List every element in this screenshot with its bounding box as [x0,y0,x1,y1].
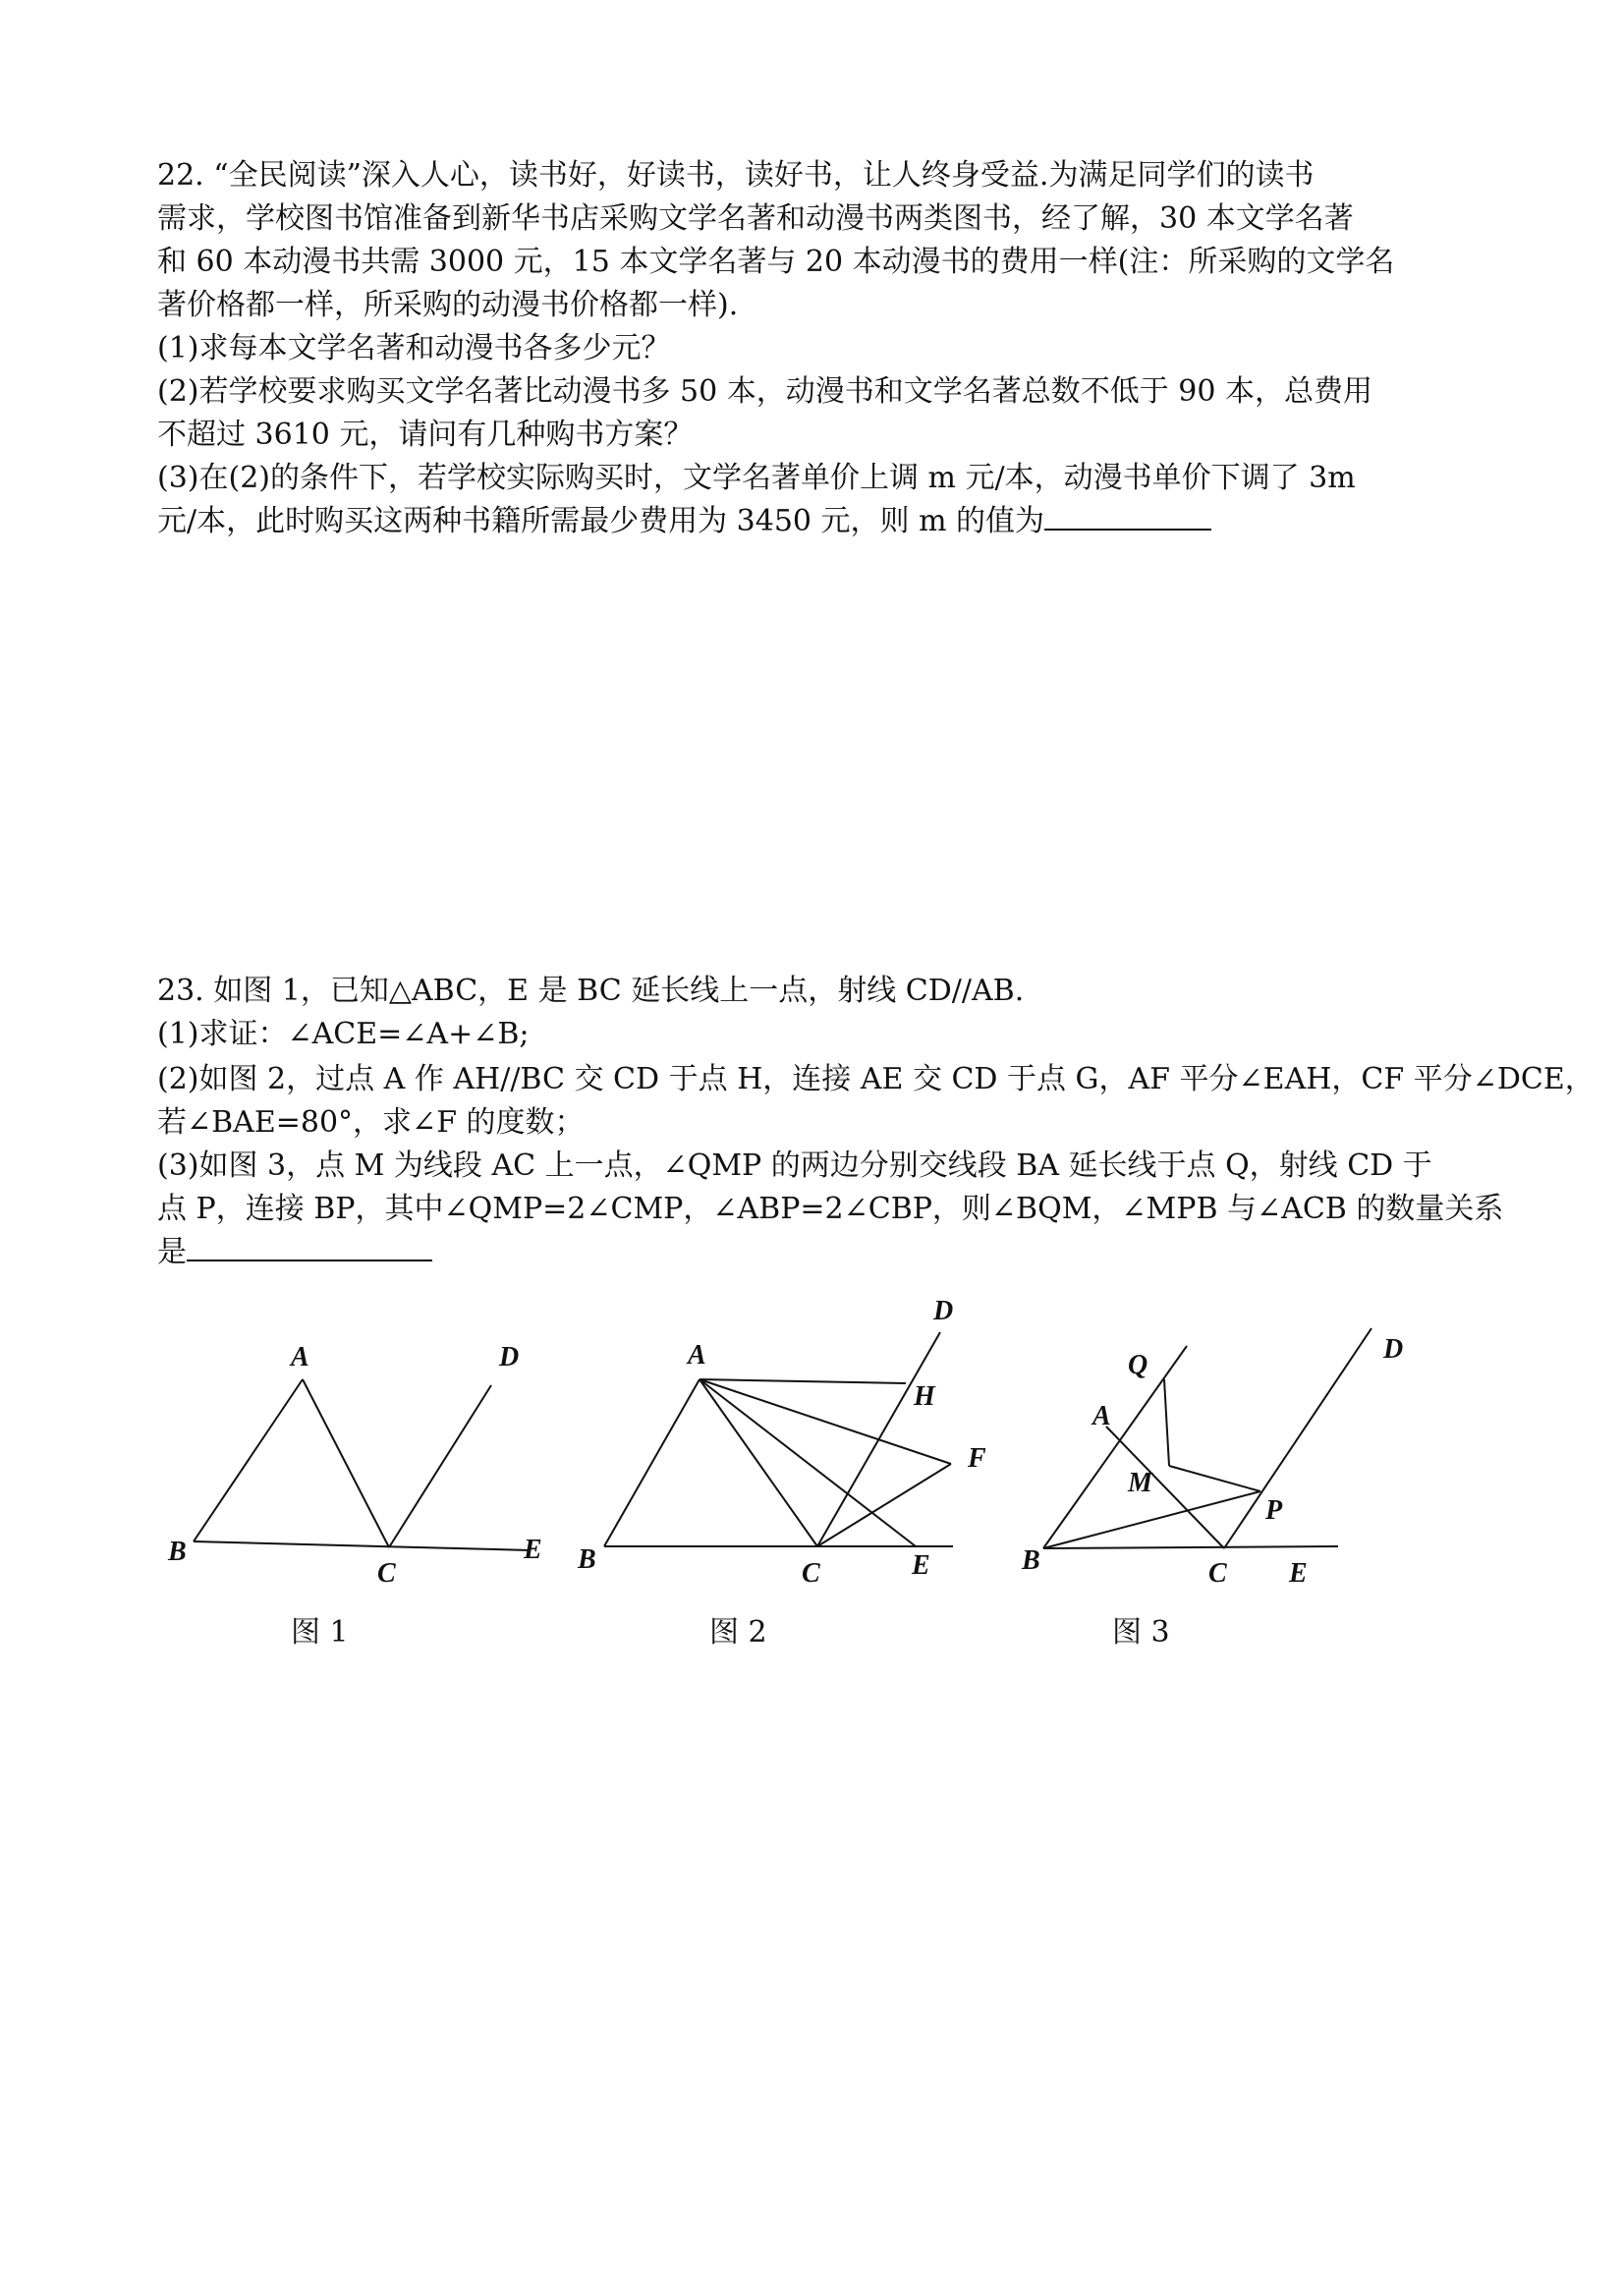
fig2-label-h: H [914,1381,935,1412]
fig2-line-cf [817,1464,951,1546]
fig2-label-f: F [968,1443,986,1474]
fig3-label-c: C [1208,1558,1227,1589]
fig2-line-ac [700,1379,817,1546]
fig3-label-p: P [1265,1495,1283,1526]
fig3-line-bq [1043,1346,1187,1548]
q22-line-4: 著价格都一样，所采购的动漫书价格都一样). [157,288,739,322]
fig2-label-a: A [688,1340,706,1371]
q23-part-3c: 是 [157,1235,187,1269]
fig1-line-cd [389,1385,491,1547]
fig1-label-b: B [168,1537,187,1567]
q23-part-2b: 若∠BAE=80°，求∠F 的度数； [157,1105,585,1140]
q22-part-3a: (3)在(2)的条件下，若学校实际购买时，文学名著单价上调 m 元/本，动漫书单价下调了 3m [157,461,1356,495]
q22-part-2a: (2)若学校要求购买文学名著比动漫书多 50 本，动漫书和文学名著总数不低于 90 本，总费用 [157,374,1372,409]
fig1-line-be [194,1541,531,1550]
fig3-label-a: A [1092,1401,1111,1431]
fig3-label-b: B [1022,1545,1040,1576]
fig2-label-c: C [802,1558,820,1589]
q22-line-1: 22. “全民阅读”深入人心，读书好，好读书，读好书，让人终身受益.为满足同学们的读书 [157,158,1315,193]
q23-part-3a: (3)如图 3，点 M 为线段 AC 上一点，∠QMP 的两边分别交线段 BA 延长线于点 Q，射线 CD 于 [157,1148,1432,1183]
q23-part-3b: 点 P，连接 BP，其中∠QMP=2∠CMP，∠ABP=2∠CBP，则∠BQM，∠MPB 与∠ACB 的数量关系 [157,1192,1504,1226]
fig2-label-d: D [933,1296,954,1326]
q22-part-1: (1)求每本文学名著和动漫书各多少元？ [157,331,671,365]
fig3-line-bp [1043,1491,1260,1548]
fig1-label-c: C [377,1558,396,1589]
fig2-label-e: E [912,1550,930,1581]
fig1-line-ac [303,1379,389,1547]
fig3-caption: 图 3 [1112,1615,1170,1650]
fig2-line-ae [700,1379,916,1546]
fig3-label-m: M [1128,1468,1152,1498]
fig3-line-cd [1224,1328,1371,1548]
q23-part-1: (1)求证：∠ACE=∠A+∠B; [157,1017,530,1051]
q22-part-3b: 元/本，此时购买这两种书籍所需最少费用为 3450 元，则 m 的值为 [157,504,1045,538]
fig1-label-e: E [524,1535,542,1565]
fig3-label-d: D [1383,1334,1404,1365]
fig1-label-a: A [291,1342,309,1372]
fig2-line-ba [604,1379,700,1546]
fig3-label-e: E [1289,1558,1308,1589]
fig1-caption: 图 1 [291,1615,349,1650]
fig3-label-q: Q [1128,1350,1148,1380]
q23-part-2a: (2)如图 2，过点 A 作 AH//BC 交 CD 于点 H，连接 AE 交 CD 于点 G，AF 平分∠EAH，CF 平分∠DCE， [157,1062,1595,1096]
fig2-label-b: B [578,1544,596,1575]
fig3-line-qm [1164,1379,1169,1466]
fig3-line-ac [1106,1427,1224,1548]
q22-line-3: 和 60 本动漫书共需 3000 元，15 本文学名著与 20 本动漫书的费用一样(注：所采购的文学名 [157,245,1395,279]
fig2-line-cd [817,1332,940,1546]
fig3-line-mp [1169,1466,1260,1491]
q22-part-2b: 不超过 3610 元，请问有几种购书方案？ [157,418,694,452]
fig2-caption: 图 2 [709,1615,767,1650]
fig1-label-d: D [499,1342,520,1372]
q22-line-2: 需求，学校图书馆准备到新华书店采购文学名著和动漫书两类图书，经了解，30 本文学名著 [157,201,1354,236]
fig2-line-ah [700,1379,906,1383]
fig1-line-ba [194,1379,303,1541]
q23-line-1: 23. 如图 1，已知△ABC，E 是 BC 延长线上一点，射线 CD//AB. [157,974,1025,1008]
fig3-line-be [1043,1546,1338,1548]
